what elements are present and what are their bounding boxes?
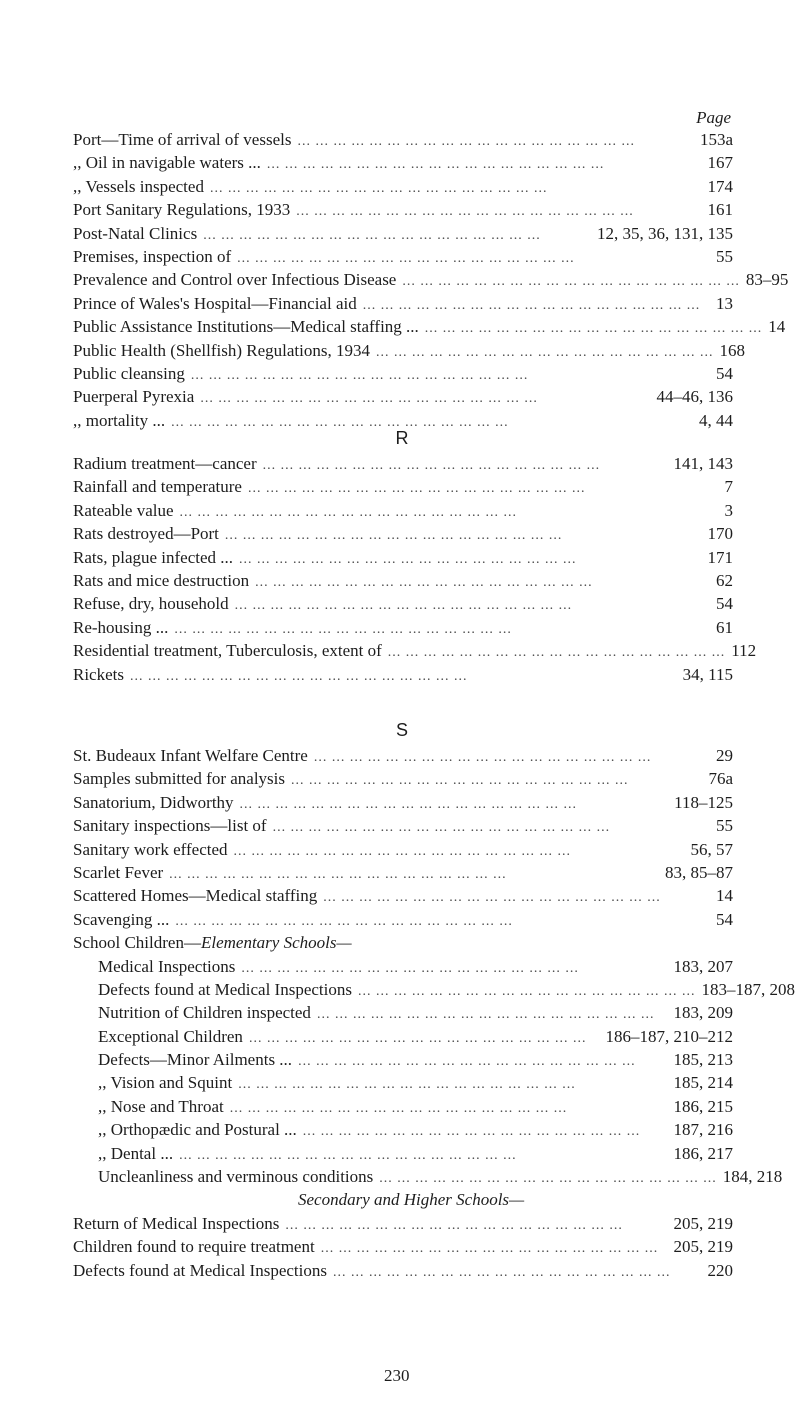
entry-page-ref: 3 [724,500,733,520]
index-section-p [73,128,789,432]
entry-page-ref: 54 [716,909,733,929]
index-entry [73,315,786,338]
leader-dots: ... ... ... ... ... ... ... ... ... ... ... ... ... ... ... ... ... ... ... [332,1264,671,1280]
entry-label: Port—Time of arrival of vessels [73,130,292,149]
entry-page-ref: 183, 209 [673,1003,733,1023]
leader-dots: ... ... ... ... ... ... ... ... ... ... ... ... ... ... ... ... ... ... ... [272,820,611,836]
entry-label: Port Sanitary Regulations, 1933 [73,200,291,220]
index-entry [73,339,745,362]
leader-dots: ... ... ... ... ... ... ... ... ... ... ... ... ... ... ... ... ... ... ... [179,1147,517,1163]
leader-dots: ... ... ... ... ... ... ... ... ... ... ... ... ... ... ... ... ... ... ... [239,796,578,812]
page-number: 230 [384,1366,410,1385]
entry-page-ref: 13 [716,293,733,313]
leader-dots: ... ... ... ... ... ... ... ... ... ... ... ... ... ... ... ... ... ... ... [169,866,507,882]
index-entry [73,1118,733,1141]
leader-dots: ... ... ... ... ... ... ... ... ... ... ... ... ... ... ... ... ... ... ... [266,157,605,173]
entry-page-ref: 12, 35, 36, 131, 135 [597,223,733,243]
entry-page-ref: 185, 213 [673,1050,733,1070]
index-entry [73,222,733,245]
index-entry [73,592,733,615]
entry-label: Sanitary work effected [73,839,228,859]
index-section-s [73,744,795,1282]
entry-label: Prevalence and Control over Infectious Disease [73,270,397,290]
index-entry [73,1259,733,1282]
entry-label: Sanitary inspections—list of [73,816,267,836]
index-entry [73,499,733,522]
entry-label: Samples submitted for analysis [73,769,286,789]
entry-page-ref: 205, 219 [673,1237,733,1257]
index-entry [73,791,733,814]
leader-dots: ... ... ... ... ... ... ... ... ... ... ... ... ... ... ... ... ... ... ... [130,668,468,684]
index-entry [73,744,733,767]
index-entry [73,128,733,151]
leader-dots: ... ... ... ... ... ... ... ... ... ... ... ... ... ... ... ... ... ... ... [233,843,572,859]
entry-page-ref: 167 [707,153,733,173]
entry-label: ,, Oil in navigable waters ... [73,153,261,173]
entry-page-ref: 29 [716,746,733,765]
index-entry [73,663,733,686]
entry-label: Puerperal Pyrexia [73,387,195,407]
entry-page-ref: 55 [716,816,733,836]
entry-label: Prince of Wales's Hospital—Financial aid [73,293,357,313]
entry-page-ref: 174 [707,176,733,196]
entry-label: Sanatorium, Didworthy [73,792,234,812]
entry-label: Rats and mice destruction [73,570,250,590]
leader-dots: ... ... ... ... ... ... ... ... ... ... ... ... ... ... ... ... ... ... ... [179,504,518,520]
entry-label: Rats, plague infected ... [73,547,234,567]
entry-page-ref: 54 [716,594,733,614]
leader-dots: ... ... ... ... ... ... ... ... ... ... ... ... ... ... ... ... ... ... ... [379,1171,717,1187]
section-letter-s: S [395,720,408,740]
leader-dots: ... ... ... ... ... ... ... ... ... ... ... ... ... ... ... ... ... ... ... [190,367,529,383]
page-column-header: Page [696,108,731,127]
entry-page-ref: 187, 216 [673,1120,733,1140]
entry-label: Radium treatment—cancer [73,454,257,473]
leader-dots: ... ... ... ... ... ... ... ... ... ... ... ... ... ... ... ... ... ... ... [234,598,573,614]
entry-label: Residential treatment, Tuberculosis, extent of [73,641,382,661]
entry-label: Public cleansing [73,363,185,383]
leader-dots: ... ... ... ... ... ... ... ... ... ... ... ... ... ... ... ... ... ... ... [209,180,548,196]
index-entry [73,452,733,475]
index-entry [73,884,733,907]
entry-label: ,, Orthopædic and Postural ... [98,1120,297,1140]
index-entry [73,151,733,174]
leader-dots: ... ... ... ... ... ... ... ... ... ... ... ... ... ... ... ... ... ... ... [200,391,538,407]
entry-label: ,, Nose and Throat [98,1096,224,1116]
index-entry [73,1212,733,1235]
entry-label: Public Health (Shellfish) Regulations, 1934 [73,340,370,360]
index-entry [73,362,733,385]
entry-page-ref: 183–187, 208 [701,979,795,999]
entry-page-ref: 112 [731,641,757,661]
entry-page-ref: 171 [707,547,733,567]
entry-page-ref: 153a [699,130,733,149]
entry-label: Premises, inspection of [73,246,232,266]
entry-label: Exceptional Children [98,1026,243,1046]
leader-dots: ... ... ... ... ... ... ... ... ... ... ... ... ... ... ... ... ... ... ... [387,645,726,661]
entry-page-ref: 44–46, 136 [656,387,733,407]
entry-label: ,, Dental ... [98,1143,174,1163]
entry-label: Return of Medical Inspections [73,1213,280,1233]
leader-dots: ... ... ... ... ... ... ... ... ... ... ... ... ... ... ... ... ... ... ... [285,1217,623,1233]
index-entry [73,838,733,861]
section-letter-r: R [395,428,409,448]
leader-dots: ... ... ... ... ... ... ... ... ... ... ... ... ... ... ... ... ... ... ... [239,551,577,567]
index-entry [73,569,733,592]
leader-dots: ... ... ... ... ... ... ... ... ... ... ... ... ... ... ... ... ... ... ... [313,750,652,765]
index-entry [73,475,733,498]
entry-page-ref: 118–125 [674,792,733,812]
entry-page-ref: 61 [716,617,733,637]
entry-page-ref: 186–187, 210–212 [605,1026,733,1046]
entry-page-ref: 76a [708,769,733,789]
leader-dots: ... ... ... ... ... ... ... ... ... ... ... ... ... ... ... ... ... ... ... [362,297,701,313]
index-entry [73,1235,733,1258]
entry-label: Rainfall and temperature [73,477,242,497]
entry-page-ref: 205, 219 [673,1213,733,1233]
entry-page-ref: 56, 57 [690,839,733,859]
entry-page-ref: 168 [719,340,745,360]
index-entry [73,767,733,790]
index-entry [73,616,733,639]
entry-label: Scavenging ... [73,909,170,929]
index-entry [73,268,789,291]
entry-label: Nutrition of Children inspected [98,1003,311,1023]
leader-dots: ... ... ... ... ... ... ... ... ... ... ... ... ... ... ... ... ... ... ... [296,204,634,220]
leader-dots: ... ... ... ... ... ... ... ... ... ... ... ... ... ... ... ... ... ... ... [255,574,593,590]
index-entry [73,1071,733,1094]
leader-dots: ... ... ... ... ... ... ... ... ... ... ... ... ... ... ... ... ... ... ... [248,1030,587,1046]
index-entry [73,292,733,315]
leader-dots: ... ... ... ... ... ... ... ... ... ... ... ... ... ... ... ... ... ... ... [402,274,740,290]
entry-page-ref: 220 [707,1260,733,1280]
index-entry [73,908,733,931]
index-entry [73,1025,733,1048]
index-entry [73,1095,733,1118]
leader-dots: ... ... ... ... ... ... ... ... ... ... ... ... ... ... ... ... ... ... ... [241,960,579,976]
index-entry [73,1048,733,1071]
entry-page-ref: 83, 85–87 [665,862,733,882]
entry-label: Rateable value [73,500,174,520]
entry-page-ref: 183, 207 [673,956,733,976]
entry-label: Refuse, dry, household [73,594,229,614]
index-entry [73,245,733,268]
leader-dots: ... ... ... ... ... ... ... ... ... ... ... ... ... ... ... ... ... ... ... [171,414,509,430]
leader-dots: ... ... ... ... ... ... ... ... ... ... ... ... ... ... ... ... ... ... ... [203,227,541,243]
school-children-heading-row [73,931,733,954]
entry-label: Uncleanliness and verminous conditions [98,1167,374,1187]
entry-label: Defects—Minor Ailments ... [98,1050,293,1070]
entry-page-ref: 141, 143 [673,454,733,473]
entry-page-ref: 186, 215 [673,1096,733,1116]
leader-dots: ... ... ... ... ... ... ... ... ... ... ... ... ... ... ... ... ... ... ... [175,913,513,929]
leader-dots: ... ... ... ... ... ... ... ... ... ... ... ... ... ... ... ... ... ... ... [247,481,586,497]
entry-page-ref: 83–95 [745,270,789,290]
entry-label: St. Budeaux Infant Welfare Centre [73,746,308,765]
leader-dots: ... ... ... ... ... ... ... ... ... ... ... ... ... ... ... ... ... ... ... [376,344,714,360]
entry-page-ref: 7 [724,477,733,497]
entry-label: Post-Natal Clinics [73,223,198,243]
index-entry [73,546,733,569]
secondary-schools-heading: Secondary and Higher Schools— [298,1190,525,1210]
entry-page-ref: 186, 217 [673,1143,733,1163]
entry-page-ref: 54 [716,363,733,383]
entry-page-ref: 34, 115 [682,664,733,684]
index-entry [73,175,733,198]
entry-label: Children found to require treatment [73,1237,315,1257]
leader-dots: ... ... ... ... ... ... ... ... ... ... ... ... ... ... ... ... ... ... ... [297,134,635,149]
entry-label: ,, Vision and Squint [98,1073,233,1093]
entry-label: Rats destroyed—Port [73,524,219,544]
leader-dots: ... ... ... ... ... ... ... ... ... ... ... ... ... ... ... ... ... ... ... [229,1100,568,1116]
index-entry [73,861,733,884]
index-entry [73,522,733,545]
leader-dots: ... ... ... ... ... ... ... ... ... ... ... ... ... ... ... ... ... ... ... [237,250,575,266]
leader-dots: ... ... ... ... ... ... ... ... ... ... ... ... ... ... ... ... ... ... ... [238,1077,576,1093]
leader-dots: ... ... ... ... ... ... ... ... ... ... ... ... ... ... ... ... ... ... ... [323,890,661,906]
leader-dots: ... ... ... ... ... ... ... ... ... ... ... ... ... ... ... ... ... ... ... [316,1007,655,1023]
index-entry [73,1142,733,1165]
entry-page-ref: 185, 214 [673,1073,733,1093]
entry-label: Rickets [73,664,124,684]
leader-dots: ... ... ... ... ... ... ... ... ... ... ... ... ... ... ... ... ... ... ... [302,1124,641,1140]
entry-page-ref: 4, 44 [699,410,733,430]
entry-label: Defects found at Medical Inspections [73,1260,327,1280]
entry-label: Scarlet Fever [73,862,164,882]
leader-dots: ... ... ... ... ... ... ... ... ... ... ... ... ... ... ... ... ... ... ... [224,528,563,544]
entry-page-ref: 14 [768,317,786,337]
index-entry [73,978,795,1001]
entry-page-ref: 184, 218 [722,1167,783,1187]
index-entry [73,814,733,837]
leader-dots: ... ... ... ... ... ... ... ... ... ... ... ... ... ... ... ... ... ... ... [298,1054,636,1070]
leader-dots: ... ... ... ... ... ... ... ... ... ... ... ... ... ... ... ... ... ... ... [174,621,512,637]
entry-label: Medical Inspections [98,956,236,976]
leader-dots: ... ... ... ... ... ... ... ... ... ... ... ... ... ... ... ... ... ... ... [320,1241,659,1257]
entry-label: Public Assistance Institutions—Medical staffing ... [73,317,419,337]
index-entry [73,1001,733,1024]
index-entry [73,955,733,978]
index-entry [73,1165,783,1188]
leader-dots: ... ... ... ... ... ... ... ... ... ... ... ... ... ... ... ... ... ... ... [424,321,763,337]
entry-page-ref: 170 [707,524,733,544]
entry-label: Defects found at Medical Inspections [98,979,352,999]
entry-page-ref: 62 [716,570,733,590]
index-section-r [73,452,757,686]
index-entry [73,639,757,662]
entry-label: Scattered Homes—Medical staffing [73,886,318,906]
entry-label: Re-housing ... [73,617,169,637]
leader-dots: ... ... ... ... ... ... ... ... ... ... ... ... ... ... ... ... ... ... ... [291,773,629,789]
index-entry [73,198,733,221]
entry-page-ref: 55 [716,246,733,266]
entry-label: ,, Vessels inspected [73,176,204,196]
leader-dots: ... ... ... ... ... ... ... ... ... ... ... ... ... ... ... ... ... ... ... [357,983,696,999]
entry-page-ref: 161 [707,200,733,220]
entry-label: ,, mortality ... [73,410,166,430]
leader-dots: ... ... ... ... ... ... ... ... ... ... ... ... ... ... ... ... ... ... ... [262,458,601,473]
school-children-heading: School Children—Elementary Schools— [73,933,352,953]
entry-page-ref: 14 [716,886,733,906]
index-entry [73,385,733,408]
